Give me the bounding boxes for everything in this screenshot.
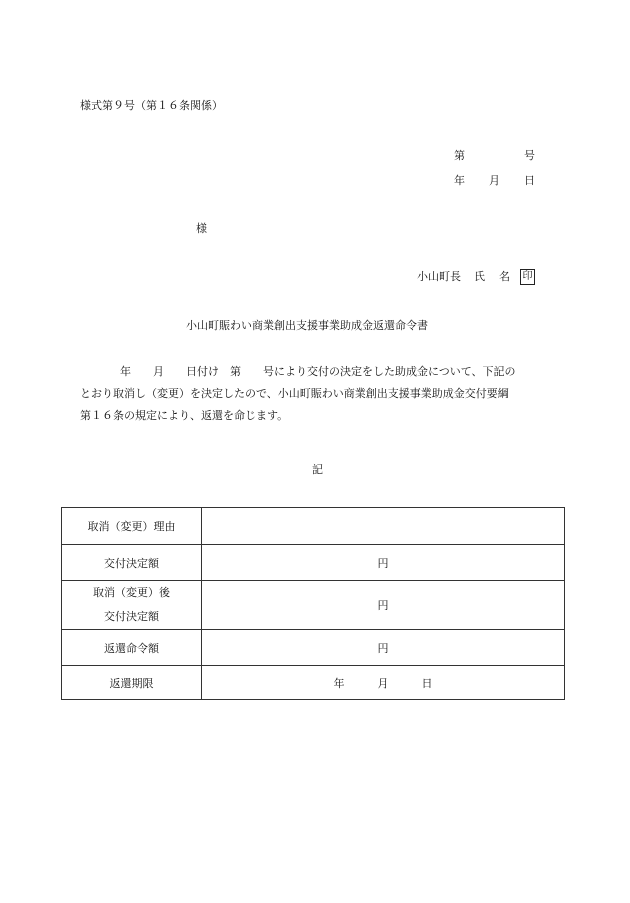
addressee-suffix: 様	[196, 222, 207, 235]
row-label-revised-line-2: 交付決定額	[104, 610, 159, 623]
row-value-reason	[202, 508, 565, 545]
row-value-revised-amount: 円	[202, 581, 565, 630]
seal-mark: 印	[520, 269, 535, 285]
body-paragraph	[80, 361, 560, 427]
row-label-decided-amount: 交付決定額	[62, 545, 202, 581]
table-row	[62, 666, 565, 700]
table-row	[62, 545, 565, 581]
body-line-3: 第１６条の規定により、返還を命じます。	[80, 409, 289, 422]
row-label-revised-line-1: 取消（変更）後	[93, 586, 170, 599]
date-month: 月	[489, 174, 500, 187]
table-row	[62, 508, 565, 545]
details-table	[61, 507, 565, 700]
table-row	[62, 581, 565, 630]
issuer-name-label-2: 名	[499, 270, 510, 283]
form-number: 様式第９号（第１６条関係）	[80, 99, 223, 112]
row-label-deadline: 返還期限	[62, 666, 202, 700]
date-year: 年	[454, 174, 465, 187]
body-line-2: とおり取消し（変更）を決定したので、小山町賑わい商業創出支援事業助成金交付要綱	[80, 387, 509, 400]
row-label-return-amount: 返還命令額	[62, 630, 202, 666]
issuer-name-label-1: 氏	[474, 270, 485, 283]
body-line-1: 年 月 日付け 第 号により交付の決定をした助成金について、下記の	[98, 365, 516, 378]
row-value-return-amount: 円	[202, 630, 565, 666]
number-suffix: 号	[524, 149, 535, 162]
date-day: 日	[524, 174, 535, 187]
row-value-decided-amount: 円	[202, 545, 565, 581]
row-value-deadline: 年 月 日	[202, 666, 565, 700]
table-row	[62, 630, 565, 666]
row-label-revised-amount	[62, 581, 202, 630]
document-title: 小山町賑わい商業創出支援事業助成金返還命令書	[186, 319, 428, 332]
ki-heading: 記	[312, 463, 323, 476]
row-label-reason: 取消（変更）理由	[62, 508, 202, 545]
number-prefix: 第	[454, 149, 465, 162]
issuer-title: 小山町長	[417, 270, 461, 283]
